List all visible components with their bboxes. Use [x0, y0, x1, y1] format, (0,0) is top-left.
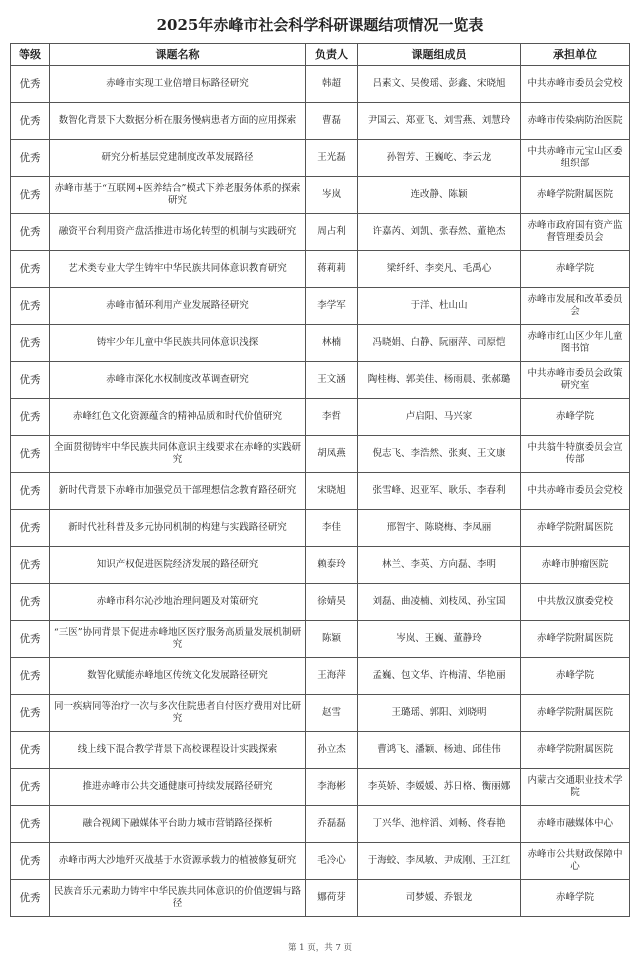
grade-cell: 优秀 [11, 695, 50, 732]
leader-cell: 宋晓旭 [306, 473, 358, 510]
title-cell: 数智化背景下大数据分析在服务慢病患者方面的应用探索 [50, 103, 306, 140]
table-row [11, 880, 630, 917]
leader-cell: 赖泰玲 [306, 547, 358, 584]
grade-cell: 优秀 [11, 177, 50, 214]
grade-cell: 优秀 [11, 658, 50, 695]
leader-cell: 王光磊 [306, 140, 358, 177]
table-row [11, 103, 630, 140]
grade-cell: 优秀 [11, 769, 50, 806]
header-title: 课题名称 [50, 44, 306, 66]
unit-cell: 赤峰学院附属医院 [521, 695, 630, 732]
grade-cell: 优秀 [11, 140, 50, 177]
title-cell: 全面贯彻铸牢中华民族共同体意识主线要求在赤峰的实践研究 [50, 436, 306, 473]
header-grade: 等级 [11, 44, 50, 66]
table-row [11, 140, 630, 177]
unit-cell: 赤峰市肿瘤医院 [521, 547, 630, 584]
leader-cell: 王文涵 [306, 362, 358, 399]
title-cell: 铸牢少年儿童中华民族共同体意识浅探 [50, 325, 306, 362]
table-row [11, 214, 630, 251]
leader-cell: 毛冷心 [306, 843, 358, 880]
grade-cell: 优秀 [11, 547, 50, 584]
header-members: 课题组成员 [358, 44, 521, 66]
leader-cell: 胡凤燕 [306, 436, 358, 473]
grade-cell: 优秀 [11, 584, 50, 621]
title-cell: 知识产权促进医院经济发展的路径研究 [50, 547, 306, 584]
title-cell: 赤峰红色文化资源蕴含的精神品质和时代价值研究 [50, 399, 306, 436]
table-row [11, 362, 630, 399]
title-cell: 赤峰市科尔沁沙地治理问题及对策研究 [50, 584, 306, 621]
title-cell: 融资平台利用资产盘活推进市场化转型的机制与实践研究 [50, 214, 306, 251]
members-cell: 张雪峰、迟亚军、耿乐、李春利 [358, 473, 521, 510]
unit-cell: 赤峰市公共财政保障中心 [521, 843, 630, 880]
grade-cell: 优秀 [11, 436, 50, 473]
members-cell: 倪志飞、李浩然、张爽、王文康 [358, 436, 521, 473]
unit-cell: 中共赤峰市元宝山区委组织部 [521, 140, 630, 177]
table-header-row [11, 44, 630, 66]
members-cell: 司梦媛、乔银龙 [358, 880, 521, 917]
members-cell: 丁兴华、池梓滔、刘畅、佟春艳 [358, 806, 521, 843]
grade-cell: 优秀 [11, 732, 50, 769]
table-row [11, 177, 630, 214]
members-cell: 冯晓娟、白静、阮丽萍、司原恺 [358, 325, 521, 362]
table-row [11, 288, 630, 325]
leader-cell: 孙立杰 [306, 732, 358, 769]
grade-cell: 优秀 [11, 621, 50, 658]
unit-cell: 中共赤峰市委员会政策研究室 [521, 362, 630, 399]
table-row [11, 806, 630, 843]
results-table [10, 43, 630, 917]
header-unit: 承担单位 [521, 44, 630, 66]
grade-cell: 优秀 [11, 325, 50, 362]
table-row [11, 769, 630, 806]
table-row [11, 843, 630, 880]
leader-cell: 周占利 [306, 214, 358, 251]
members-cell: 王璐瑶、郭阳、刘晓明 [358, 695, 521, 732]
unit-cell: 赤峰市发展和改革委员会 [521, 288, 630, 325]
leader-cell: 陈颖 [306, 621, 358, 658]
title-cell: 赤峰市深化水权制度改革调查研究 [50, 362, 306, 399]
unit-cell: 赤峰学院 [521, 658, 630, 695]
title-cell: 民族音乐元素助力铸牢中华民族共同体意识的价值逻辑与路径 [50, 880, 306, 917]
leader-cell: 李哲 [306, 399, 358, 436]
members-cell: 连改静、陈颖 [358, 177, 521, 214]
leader-cell: 乔磊磊 [306, 806, 358, 843]
unit-cell: 赤峰学院附属医院 [521, 732, 630, 769]
table-row [11, 510, 630, 547]
unit-cell: 中共敖汉旗委党校 [521, 584, 630, 621]
title-cell: 同一疾病同等治疗一次与多次住院患者自付医疗费用对比研究 [50, 695, 306, 732]
leader-cell: 娜荷芽 [306, 880, 358, 917]
members-cell: 梁纤纤、李奕凡、毛禹心 [358, 251, 521, 288]
leader-cell: 蒋莉莉 [306, 251, 358, 288]
table-row [11, 473, 630, 510]
title-cell: 艺术类专业大学生铸牢中华民族共同体意识教育研究 [50, 251, 306, 288]
title-cell: 推进赤峰市公共交通健康可持续发展路径研究 [50, 769, 306, 806]
title-cell: 赤峰市循环利用产业发展路径研究 [50, 288, 306, 325]
members-cell: 陶桂梅、郭美佳、杨雨晨、张郝璐 [358, 362, 521, 399]
table-row [11, 584, 630, 621]
members-cell: 孟巍、包文华、许梅清、华艳丽 [358, 658, 521, 695]
table-row [11, 658, 630, 695]
title-cell: 新时代社科普及多元协同机制的构建与实践路径研究 [50, 510, 306, 547]
grade-cell: 优秀 [11, 843, 50, 880]
leader-cell: 岑岚 [306, 177, 358, 214]
grade-cell: 优秀 [11, 214, 50, 251]
leader-cell: 李海彬 [306, 769, 358, 806]
grade-cell: 优秀 [11, 288, 50, 325]
members-cell: 卢启阳、马兴家 [358, 399, 521, 436]
unit-cell: 中共赤峰市委员会党校 [521, 66, 630, 103]
grade-cell: 优秀 [11, 399, 50, 436]
unit-cell: 赤峰市传染病防治医院 [521, 103, 630, 140]
leader-cell: 林楠 [306, 325, 358, 362]
page-footer: 第 1 页，共 7 页 [287, 943, 353, 953]
members-cell: 尹国云、郑亚飞、刘雪燕、刘慧玲 [358, 103, 521, 140]
page-title: 2025年赤峰市社会科学科研课题结项情况一览表 [156, 16, 484, 34]
table-row [11, 547, 630, 584]
leader-cell: 李学军 [306, 288, 358, 325]
title-cell: “三医”协同背景下促进赤峰地区医疗服务高质量发展机制研究 [50, 621, 306, 658]
title-cell: 融合视阈下融媒体平台助力城市营销路径探析 [50, 806, 306, 843]
members-cell: 吕素文、吴俊瑶、彭鑫、宋晓旭 [358, 66, 521, 103]
table-row [11, 66, 630, 103]
members-cell: 曹鸿飞、潘颖、杨迪、邱佳伟 [358, 732, 521, 769]
title-cell: 数智化赋能赤峰地区传统文化发展路径研究 [50, 658, 306, 695]
title-cell: 赤峰市两大沙地歼灭战基于水资源承载力的植被修复研究 [50, 843, 306, 880]
unit-cell: 赤峰学院 [521, 880, 630, 917]
grade-cell: 优秀 [11, 880, 50, 917]
title-cell: 赤峰市基于“互联网+医养结合”模式下养老服务体系的探索研究 [50, 177, 306, 214]
leader-cell: 赵雪 [306, 695, 358, 732]
grade-cell: 优秀 [11, 251, 50, 288]
table-row [11, 325, 630, 362]
title-cell: 线上线下混合教学背景下高校课程设计实践探索 [50, 732, 306, 769]
members-cell: 许嘉芮、刘凯、张春然、董艳杰 [358, 214, 521, 251]
table-row [11, 399, 630, 436]
unit-cell: 赤峰市红山区少年儿童图书馆 [521, 325, 630, 362]
leader-cell: 徐婧昊 [306, 584, 358, 621]
unit-cell: 赤峰学院附属医院 [521, 177, 630, 214]
grade-cell: 优秀 [11, 806, 50, 843]
members-cell: 李英娇、李媛媛、苏日格、衡丽娜 [358, 769, 521, 806]
header-leader: 负责人 [306, 44, 358, 66]
unit-cell: 赤峰市融媒体中心 [521, 806, 630, 843]
unit-cell: 内蒙古交通职业技术学院 [521, 769, 630, 806]
members-cell: 林兰、李英、方向磊、李明 [358, 547, 521, 584]
grade-cell: 优秀 [11, 473, 50, 510]
grade-cell: 优秀 [11, 510, 50, 547]
members-cell: 刘磊、曲凌楠、刘枝凤、孙宝国 [358, 584, 521, 621]
unit-cell: 赤峰学院附属医院 [521, 510, 630, 547]
members-cell: 于洋、杜山山 [358, 288, 521, 325]
leader-cell: 韩超 [306, 66, 358, 103]
unit-cell: 赤峰学院 [521, 251, 630, 288]
table-body [11, 66, 630, 917]
title-cell: 赤峰市实现工业倍增目标路径研究 [50, 66, 306, 103]
members-cell: 邢智宇、陈晓梅、李凤丽 [358, 510, 521, 547]
leader-cell: 曹磊 [306, 103, 358, 140]
grade-cell: 优秀 [11, 362, 50, 399]
table-row [11, 621, 630, 658]
title-cell: 研究分析基层党建制度改革发展路径 [50, 140, 306, 177]
unit-cell: 中共赤峰市委员会党校 [521, 473, 630, 510]
table-row [11, 251, 630, 288]
grade-cell: 优秀 [11, 66, 50, 103]
unit-cell: 中共翁牛特旗委员会宣传部 [521, 436, 630, 473]
members-cell: 于海蛟、李凤敏、尹成刚、王江红 [358, 843, 521, 880]
unit-cell: 赤峰学院 [521, 399, 630, 436]
unit-cell: 赤峰市政府国有资产监督管理委员会 [521, 214, 630, 251]
members-cell: 孙智芳、王巍屹、李云龙 [358, 140, 521, 177]
members-cell: 岑岚、王巍、董静玲 [358, 621, 521, 658]
title-cell: 新时代背景下赤峰市加强党员干部理想信念教育路径研究 [50, 473, 306, 510]
table-row [11, 436, 630, 473]
table-row [11, 695, 630, 732]
table-row [11, 732, 630, 769]
leader-cell: 李佳 [306, 510, 358, 547]
grade-cell: 优秀 [11, 103, 50, 140]
leader-cell: 王海萍 [306, 658, 358, 695]
unit-cell: 赤峰学院附属医院 [521, 621, 630, 658]
